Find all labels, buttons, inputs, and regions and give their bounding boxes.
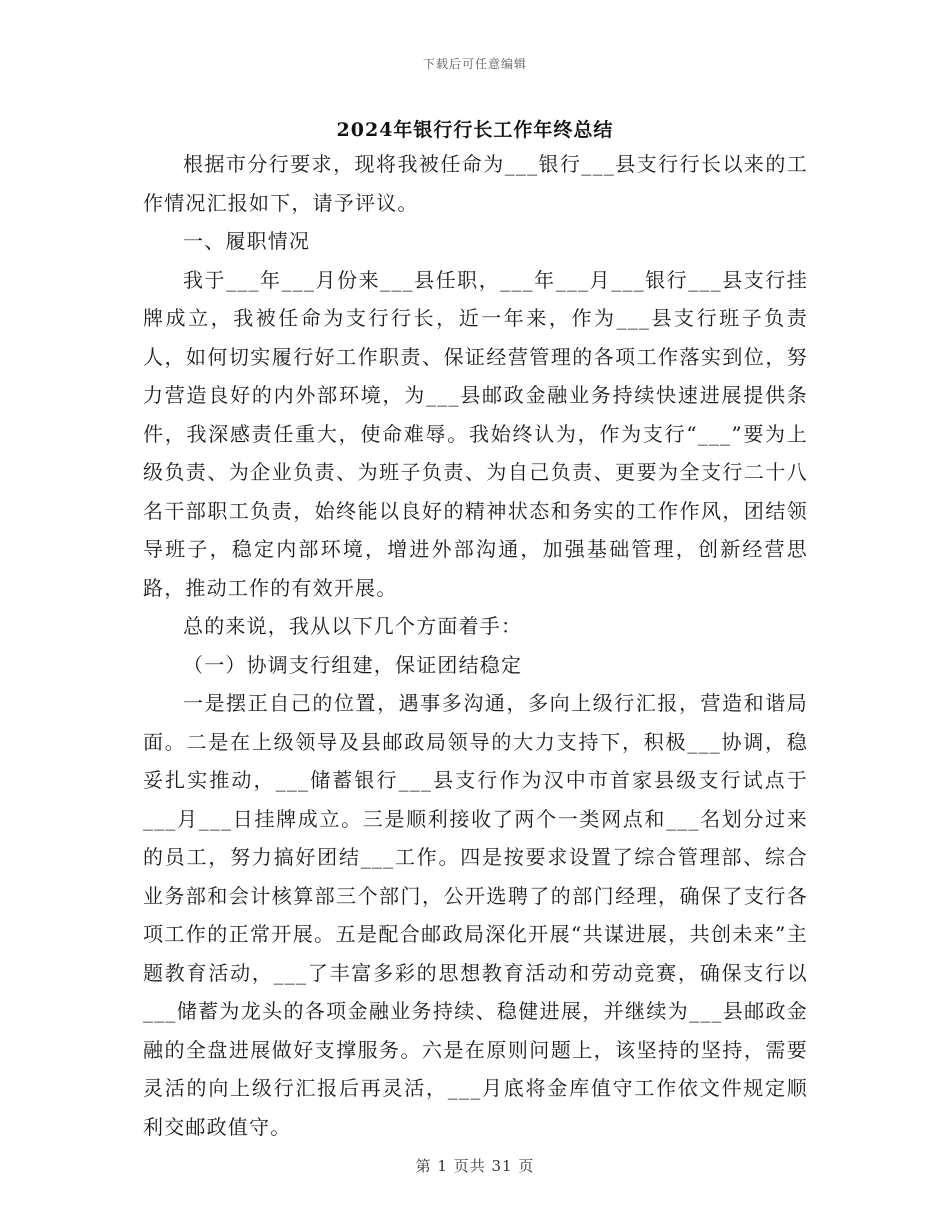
subsection-heading-coordination: （一）协调支行组建，保证团结稳定	[183, 652, 523, 677]
section-heading-duty: 一、履职情况	[183, 229, 311, 253]
document-body	[143, 145, 808, 1146]
paragraph-duty-details: 我于___年___月份来___县任职，___年___月___银行___县支行挂牌成立，我被任命为支行行长，近一年来，作为___县支行班子负责人，如何切实履行好工作职责、保证经营管理的各项工作落实到位，努力营造良好的内外部环境，为___县邮政金融业务持续快速进展提供条件，我深感责任重大，使命难辱。我始终认为，作为支行“___”要为上级负责、为企业负责、为班子负责、为自己负责、更要为全支行二十八名干部职工负责，始终能以良好的精神状态和务实的工作作风，团结领导班子，稳定内部环境，增进外部沟通，加强基础管理，创新经营思路，推动工作的有效开展。	[143, 267, 808, 600]
page-number: 第 1 页共 31 页	[415, 1157, 535, 1175]
page-header-note: 下载后可任意编辑	[422, 57, 527, 71]
paragraph-overview: 总的来说，我从以下几个方面着手：	[183, 614, 523, 638]
paragraph-intro: 根据市分行要求，现将我被任命为___银行___县支行行长以来的工作情况汇报如下，请予评议。	[143, 152, 808, 215]
paragraph-coordination-details: 一是摆正自己的位置，遇事多沟通，多向上级行汇报，营造和谐局面。二是在上级领导及县邮政局领导的大力支持下，积极___协调，稳妥扎实推动，___储蓄银行___县支行作为汉中市首家县级支行试点于___月___日挂牌成立。三是顺利接收了两个一类网点和___名划分过来的员工，努力搞好团结___工作。四是按要求设置了综合管理部、综合业务部和会计核算部三个部门，公开选聘了的部门经理，确保了支行各项工作的正常开展。五是配合邮政局深化开展“共谋进展，共创未来”主题教育活动，___了丰富多彩的思想教育活动和劳动竞赛，确保支行以___储蓄为龙头的各项金融业务持续、稳健进展，并继续为___县邮政金融的全盘进展做好支撑服务。六是在原则问题上，该坚持的坚持，需要灵活的向上级行汇报后再灵活，___月底将金库值守工作依文件规定顺利交邮政值守。	[143, 691, 808, 1139]
document-title: 2024年银行行长工作年终总结	[336, 119, 614, 141]
